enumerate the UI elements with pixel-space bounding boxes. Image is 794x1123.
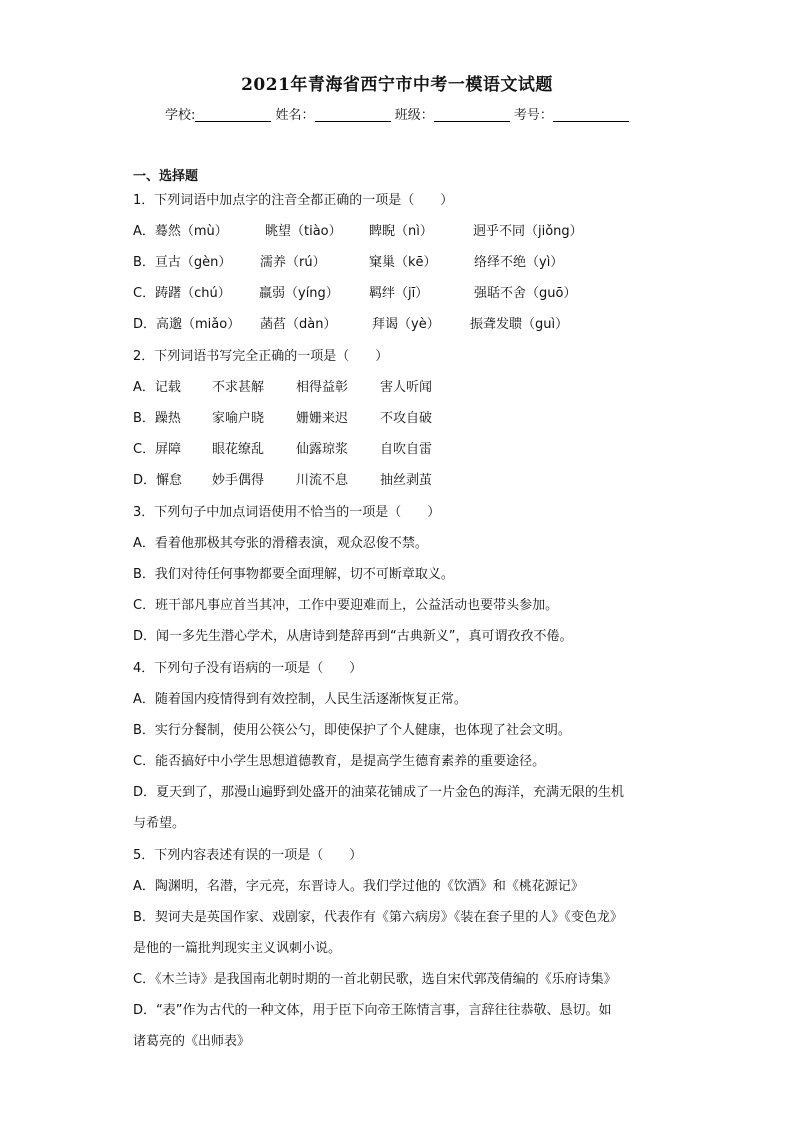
q1-d-3: 拜谒（yè） [372, 317, 440, 332]
q1-b-1: B．亘古（gèn） [133, 255, 232, 270]
q1-d-4: 振聋发聩（guì） [470, 317, 569, 332]
q2-c-1: C．屏障 [133, 442, 182, 457]
student-info-row [165, 104, 629, 123]
q5-option-b: B．契诃夫是英国作家、戏剧家，代表作有《第六病房》《装在套子里的人》《变色龙》 [133, 910, 623, 925]
q4-stem: 4．下列句子没有语病的一项是（ ） [133, 661, 363, 676]
q1-c-2: 羸弱（yíng） [259, 286, 339, 301]
q2-b-3: 姗姗来迟 [296, 411, 349, 426]
q2-c-3: 仙露琼浆 [296, 442, 349, 457]
q2-a-4: 害人听闻 [380, 380, 433, 395]
exam-title: 2021年青海省西宁市中考一模语文试题 [241, 75, 553, 95]
q1-b-3: 窠巢（kē） [369, 255, 437, 270]
q3-option-c: C．班干部凡事应首当其冲，工作中要迎难而上，公益活动也要带头参加。 [133, 598, 559, 613]
q1-a-3: 睥睨（nì） [369, 224, 433, 239]
q5-option-d-cont: 诸葛亮的《出师表》 [133, 1034, 251, 1049]
q2-d-4: 抽丝剥茧 [380, 473, 433, 488]
q1-a-1: A．蓦然（mù） [133, 224, 228, 239]
q1-d-1: D．高邈（miǎo） [133, 317, 241, 332]
class-blank [434, 107, 510, 122]
q4-option-d: D．夏天到了，那漫山遍野到处盛开的油菜花铺成了一片金色的海洋，充满无限的生机 [133, 785, 625, 800]
q2-a-1: A．记载 [133, 380, 181, 395]
q1-c-3: 羁绊（jī） [369, 286, 429, 301]
q1-a-2: 眺望（tiào） [265, 224, 342, 239]
q4-option-c: C．能否搞好中小学生思想道德教育，是提高学生德育素养的重要途径。 [133, 754, 546, 769]
q5-stem: 5．下列内容表述有误的一项是（ ） [133, 848, 363, 863]
exam-no-label: 考号： [513, 108, 553, 123]
q2-b-4: 不攻自破 [380, 411, 433, 426]
school-label: 学校: [165, 108, 196, 123]
q5-option-d: D．“表”作为古代的一种文体，用于臣下向帝王陈情言事，言辞往往恭敬、恳切。如 [133, 1003, 612, 1018]
q1-b-2: 濡养（rú） [260, 255, 326, 270]
section-title: 一、选择题 [133, 169, 199, 184]
q1-b-4: 络绎不绝（yì） [474, 255, 564, 270]
q3-option-b: B．我们对待任何事物都要全面理解，切不可断章取义。 [133, 567, 454, 582]
q1-c-4: 强聒不舍（guō） [474, 286, 577, 301]
q2-d-2: 妙手偶得 [212, 473, 265, 488]
q4-option-d-cont: 与希望。 [133, 816, 186, 831]
q3-stem: 3．下列句子中加点词语使用不恰当的一项是（ ） [133, 505, 441, 520]
school-blank [195, 107, 271, 122]
q2-a-3: 相得益彰 [296, 380, 349, 395]
q4-option-a: A．随着国内疫情得到有效控制，人民生活逐渐恢复正常。 [133, 692, 467, 707]
q1-stem: 1．下列词语中加点字的注音全都正确的一项是（ ） [133, 193, 454, 208]
q3-option-a: A．看着他那极其夸张的滑稽表演，观众忍俊不禁。 [133, 536, 428, 551]
q2-a-2: 不求甚解 [212, 380, 265, 395]
q4-option-b: B．实行分餐制，使用公筷公勺，即使保护了个人健康，也体现了社会文明。 [133, 723, 571, 738]
q2-d-1: D．懈怠 [133, 473, 183, 488]
q3-option-d: D．闻一多先生潜心学术，从唐诗到楚辞再到“古典新义”，真可谓孜孜不倦。 [133, 629, 573, 644]
name-blank [315, 107, 391, 122]
q5-option-c: C．《木兰诗》是我国南北朝时期的一首北朝民歌，选自宋代郭茂倩编的《乐府诗集》 [133, 972, 617, 987]
exam-no-blank [553, 107, 629, 122]
class-label: 班级： [394, 108, 434, 123]
q2-c-2: 眼花缭乱 [212, 442, 265, 457]
q5-option-b-cont: 是他的一篇批判现实主义讽刺小说。 [133, 941, 342, 956]
q1-c-1: C．踌躇（chú） [133, 286, 231, 301]
q2-stem: 2．下列词语书写完全正确的一项是（ ） [133, 349, 389, 364]
q2-d-3: 川流不息 [296, 473, 349, 488]
q5-option-a: A．陶渊明，名潜，字元亮，东晋诗人。我们学过他的《饮酒》和《桃花源记》 [133, 879, 584, 894]
q2-b-2: 家喻户晓 [212, 411, 265, 426]
q2-b-1: B．躁热 [133, 411, 181, 426]
q2-c-4: 自吹自雷 [380, 442, 433, 457]
q1-d-2: 菡萏（dàn） [260, 317, 337, 332]
q1-a-4: 迥乎不同（jiǒng） [473, 224, 583, 239]
name-label: 姓名： [275, 108, 315, 123]
